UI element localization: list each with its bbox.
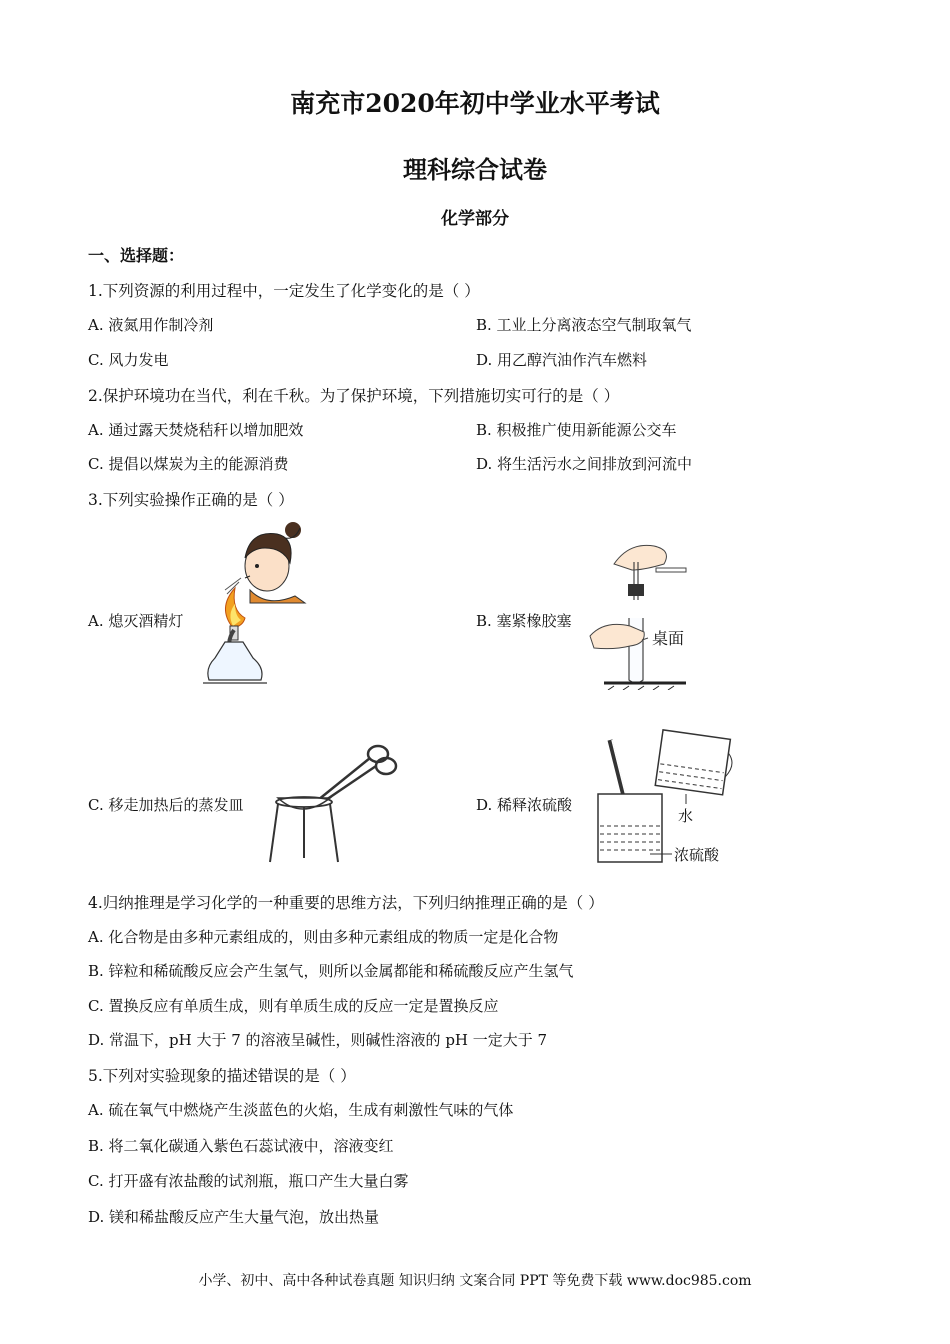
section-name: 化学部分	[441, 209, 509, 229]
question-5-option-a: A. 硫在氧气中燃烧产生淡蓝色的火焰，生成有刺激性气味的气体	[88, 1101, 514, 1119]
desk-label: 桌面	[652, 631, 685, 648]
question-2-option-a: A. 通过露天焚烧秸秆以增加肥效	[88, 421, 304, 439]
question-5-stem: 5.下列对实验现象的描述错误的是（ ）	[88, 1067, 356, 1085]
question-3-option-c: C. 移走加热后的蒸发皿	[88, 796, 244, 814]
water-label: 水	[678, 808, 694, 825]
question-1-option-a: A. 液氮用作制冷剂	[88, 316, 214, 334]
question-1-option-c: C. 风力发电	[88, 351, 169, 369]
question-1-stem: 1.下列资源的利用过程中，一定发生了化学变化的是（ ）	[88, 282, 480, 300]
question-2-option-c: C. 提倡以煤炭为主的能源消费	[88, 455, 289, 473]
exam-subtitle: 理科综合试卷	[403, 155, 547, 184]
figure-blow-out-lamp	[195, 518, 315, 688]
question-4-option-c: C. 置换反应有单质生成，则有单质生成的反应一定是置换反应	[88, 997, 499, 1015]
question-4-option-a: A. 化合物是由多种元素组成的，则由多种元素组成的物质一定是化合物	[88, 928, 559, 946]
question-4-option-b: B. 锌粒和稀硫酸反应会产生氢气，则所以金属都能和稀硫酸反应产生氢气	[88, 962, 574, 980]
question-3-option-d: D. 稀释浓硫酸	[476, 796, 573, 814]
figure-move-evaporating-dish	[262, 740, 402, 866]
acid-label: 浓硫酸	[674, 847, 720, 864]
section-heading: 一、选择题：	[88, 246, 185, 265]
question-1-option-b: B. 工业上分离液态空气制取氧气	[476, 316, 692, 334]
question-3-stem: 3.下列实验操作正确的是（ ）	[88, 491, 294, 509]
question-3-option-a: A. 熄灭酒精灯	[88, 612, 184, 630]
question-2-option-b: B. 积极推广使用新能源公交车	[476, 421, 677, 439]
question-4-option-d: D. 常温下，pH 大于 7 的溶液呈碱性，则碱性溶液的 pH 一定大于 7	[88, 1031, 548, 1049]
figure-dilute-sulfuric-acid	[590, 728, 740, 868]
question-5-option-c: C. 打开盛有浓盐酸的试剂瓶，瓶口产生大量白雾	[88, 1172, 409, 1190]
exam-title: 南充市2020年初中学业水平考试	[290, 89, 660, 118]
figure-insert-stopper	[584, 540, 694, 690]
question-5-option-d: D. 镁和稀盐酸反应产生大量气泡，放出热量	[88, 1208, 380, 1226]
question-5-option-b: B. 将二氧化碳通入紫色石蕊试液中，溶液变红	[88, 1137, 394, 1155]
question-3-option-b: B. 塞紧橡胶塞	[476, 612, 572, 630]
page-footer: 小学、初中、高中各种试卷真题 知识归纳 文案合同 PPT 等免费下载 www.doc985.com	[198, 1273, 752, 1289]
question-2-option-d: D. 将生活污水之间排放到河流中	[476, 455, 693, 473]
question-1-option-d: D. 用乙醇汽油作汽车燃料	[476, 351, 648, 369]
question-2-stem: 2.保护环境功在当代，利在千秋。为了保护环境，下列措施切实可行的是（ ）	[88, 387, 620, 405]
question-4-stem: 4.归纳推理是学习化学的一种重要的思维方法，下列归纳推理正确的是（ ）	[88, 894, 604, 912]
